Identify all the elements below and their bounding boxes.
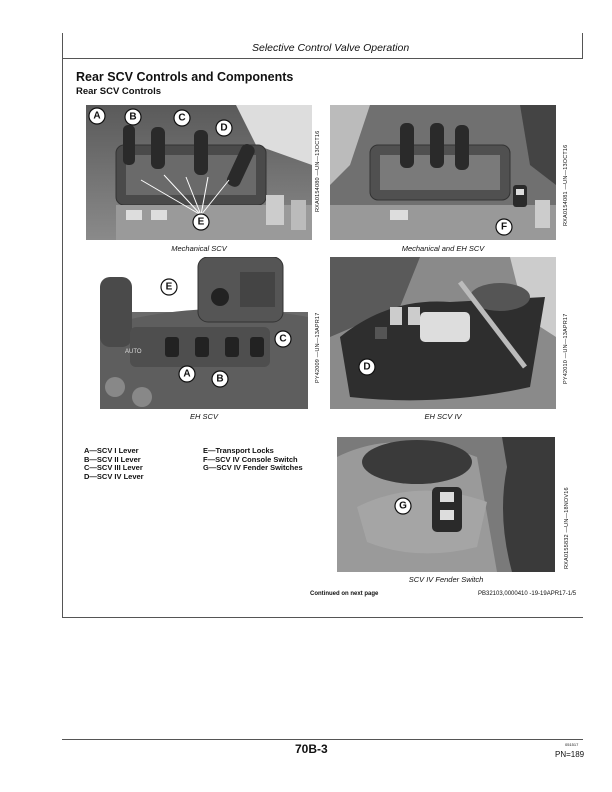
callout-e	[193, 214, 209, 230]
footer-rule	[62, 739, 583, 740]
legend-item-d: D—SCV IV Lever	[84, 472, 144, 482]
photo-scv-iv-fender-switch	[337, 437, 555, 572]
svg-text:E: E	[165, 281, 173, 293]
svg-text:B: B	[216, 373, 224, 385]
eh-scv-iv-callouts	[330, 257, 556, 409]
svg-text:B: B	[129, 111, 137, 123]
svg-text:G: G	[399, 500, 407, 512]
callout-d	[359, 359, 375, 375]
callout-a	[89, 108, 105, 124]
pn-number: PN=189	[555, 750, 585, 759]
section-title: Selective Control Valve Operation	[252, 42, 410, 54]
header-rule	[62, 58, 583, 59]
callout-b	[212, 371, 228, 387]
caption-eh-scv: EH SCV	[190, 412, 218, 421]
callout-a	[179, 366, 195, 382]
callout-g	[395, 498, 411, 514]
legend-item-f: F—SCV IV Console Switch	[203, 454, 298, 464]
figure-id-eh-scv-iv: PY42010 —UN—13APR17	[563, 313, 569, 384]
figure-id-mechanical-eh-scv: RXA0154081 —UN—13OCT16	[563, 144, 569, 226]
svg-text:D: D	[363, 361, 371, 373]
photo-mechanical-scv	[86, 105, 312, 240]
figure-id-eh-scv: PY42009 —UN—13APR17	[315, 312, 321, 383]
frame-left-rule	[62, 33, 63, 618]
figure-id-scv-iv-fender-switch: RXA0155832 —UN—18NOV16	[564, 487, 570, 569]
eh-scv-callouts	[100, 257, 308, 409]
reference-code: PB32103,0000410 -19-19APR17-1/5	[478, 591, 577, 597]
callout-c	[275, 331, 291, 347]
caption-scv-iv-fender-switch: SCV IV Fender Switch	[408, 575, 484, 584]
photo-eh-scv-iv	[330, 257, 556, 409]
continued-note: Continued on next page	[310, 591, 379, 597]
callout-f	[496, 219, 512, 235]
photo-mechanical-eh-scv	[330, 105, 556, 240]
legend-left	[84, 447, 144, 482]
mechanical-scv-callouts	[86, 105, 312, 240]
svg-text:E: E	[197, 216, 205, 228]
content-bottom-rule	[62, 617, 583, 618]
frame-right-rule	[582, 33, 583, 58]
photo-eh-scv	[100, 257, 308, 409]
caption-eh-scv-iv: EH SCV IV	[424, 412, 462, 421]
legend-item-a: A—SCV I Lever	[84, 446, 139, 455]
legend-item-c: C—SCV III Lever	[84, 463, 143, 473]
svg-text:A: A	[183, 368, 191, 380]
page-number: 70B-3	[295, 742, 328, 756]
callout-d	[216, 120, 232, 136]
callout-c	[174, 110, 190, 126]
legend-right	[203, 447, 303, 473]
scv-iv-fender-switch-callouts	[337, 437, 555, 572]
caption-mechanical-eh-scv: Mechanical and EH SCV	[401, 244, 485, 253]
svg-text:D: D	[220, 122, 228, 134]
svg-text:C: C	[178, 112, 186, 124]
figure-id-mechanical-scv: RXA0154080 —UN—13OCT16	[315, 130, 321, 212]
footer-small-code: 051517	[565, 742, 579, 747]
legend-item-g: G—SCV IV Fender Switches	[203, 463, 303, 473]
callout-e	[161, 279, 177, 295]
page-subtitle: Rear SCV Controls	[76, 86, 161, 97]
auto-label: AUTO	[125, 349, 142, 355]
svg-text:A: A	[93, 110, 101, 122]
legend-item-e: E—Transport Locks	[203, 446, 274, 455]
callout-b	[125, 109, 141, 125]
caption-mechanical-scv: Mechanical SCV	[171, 244, 227, 253]
svg-text:C: C	[279, 333, 287, 345]
legend-item-b: B—SCV II Lever	[84, 454, 141, 464]
svg-text:F: F	[500, 221, 508, 233]
page-title: Rear SCV Controls and Components	[76, 70, 294, 84]
mechanical-eh-scv-callouts	[330, 105, 556, 240]
